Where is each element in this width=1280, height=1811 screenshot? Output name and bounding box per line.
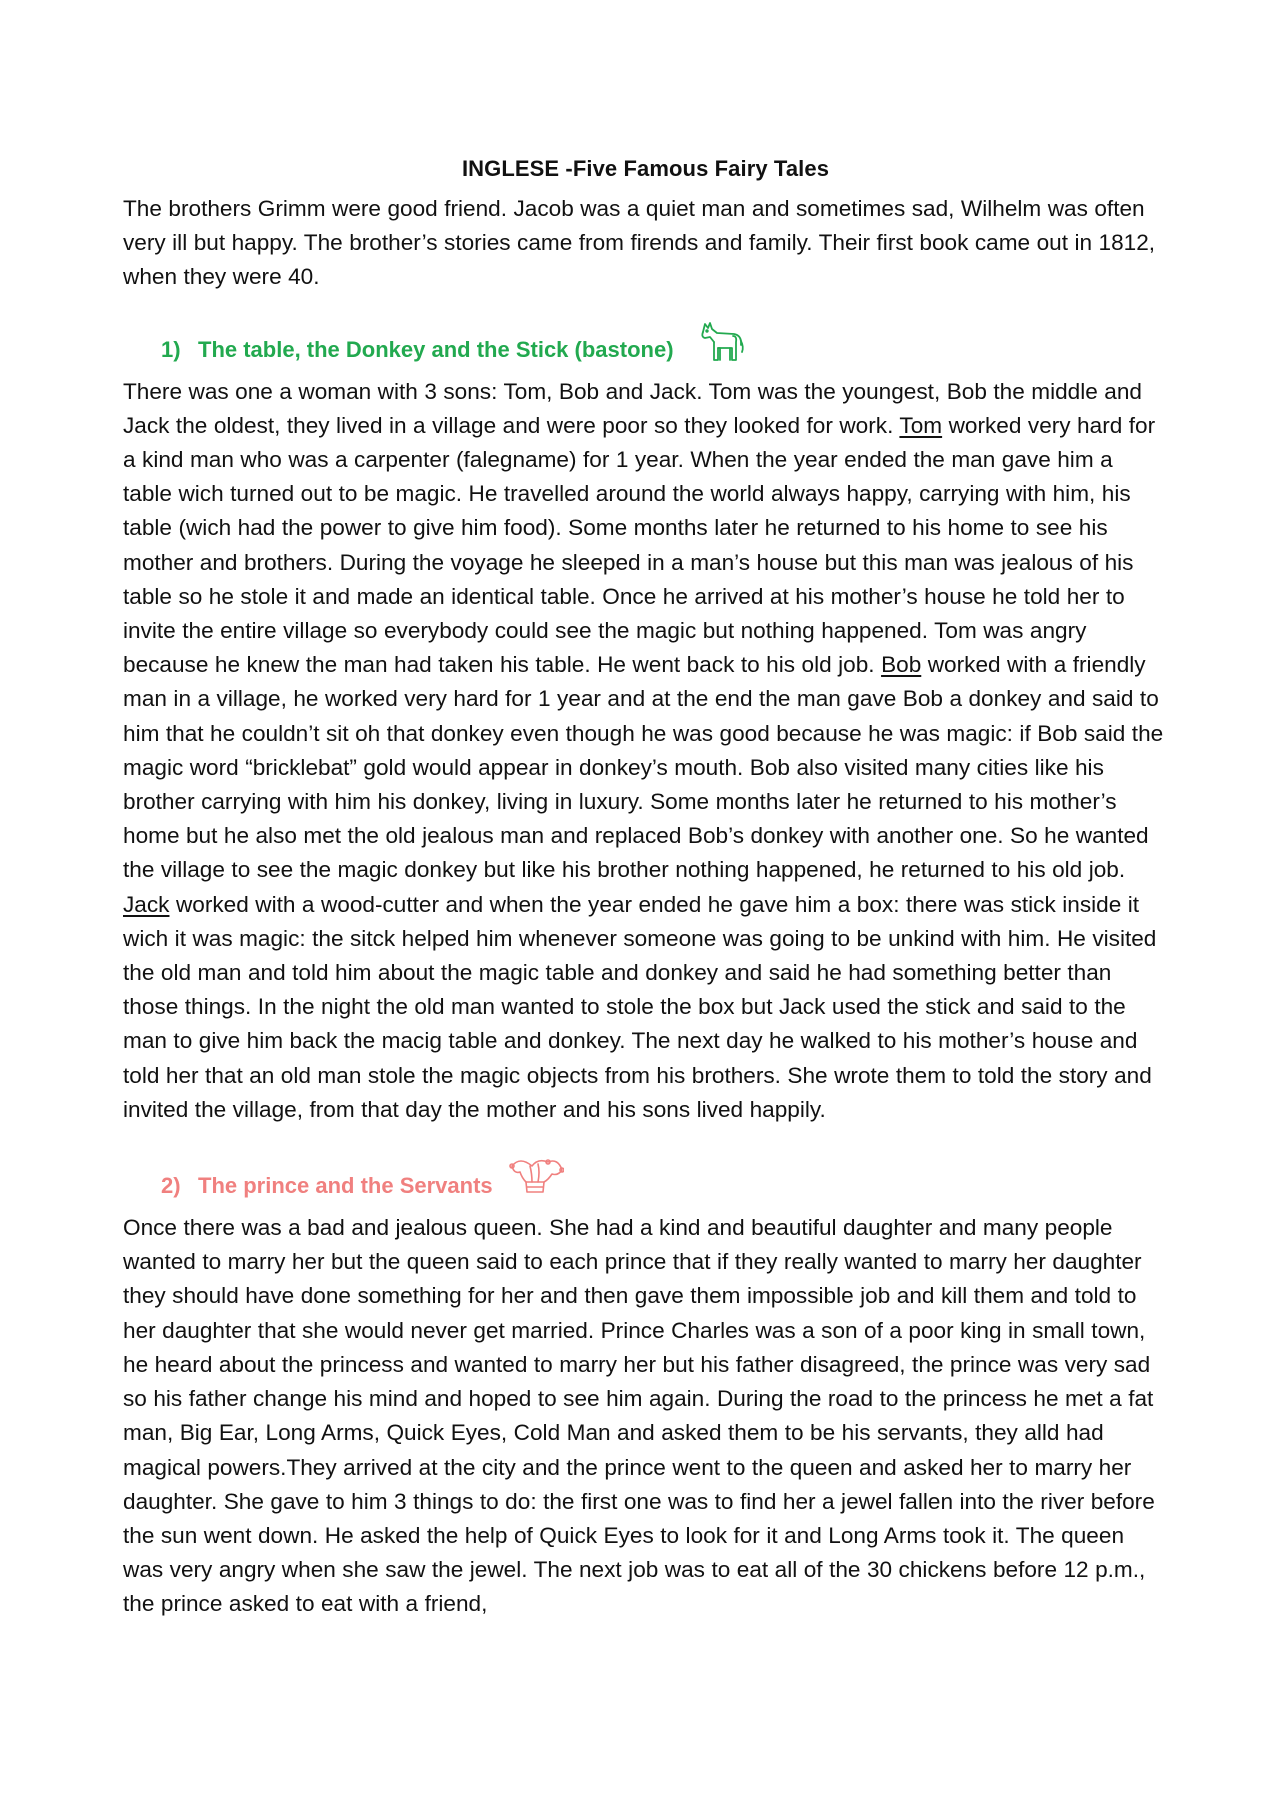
section-1-text-c: worked with a friendly man in a village, he worked very hard for 1 year and at the end the man gave Bob a donkey and said to him that he couldn’t sit oh that donkey even though he was good because he was magic: if Bob said the magic word “bricklebat” gold would appear in donkey’s mouth. Bob also visited many cities like his brother carrying with him his donkey, living in luxury. Some months later he returned to his mother’s home but he also met the old jealous man and replaced Bob’s donkey with another one. So he wanted the village to see the magic donkey but like his brother nothing happened, he returned to his old job. (123, 652, 1164, 883)
donkey-icon (699, 320, 745, 374)
section-number-2: 2) (161, 1173, 181, 1199)
section-heading-2 (123, 1169, 1168, 1203)
section-title-2: The prince and the Servants (198, 1173, 493, 1199)
name-jack: Jack (123, 891, 170, 917)
section-number-1: 1) (161, 336, 181, 362)
section-heading-1 (123, 333, 1168, 367)
name-bob: Bob (881, 652, 922, 678)
section-1-body (123, 375, 1168, 1127)
intro-paragraph: The brothers Grimm were good friend. Jacob was a quiet man and sometimes sad, Wilhelm was often very ill but happy. The brother’s stories came from firends and family. Their first book came out in 1812, when they were 40. (123, 196, 1156, 290)
section-1-text-b: worked very hard for a kind man who was a carpenter (falegname) for 1 year. When the year ended the man gave him a table wich turned out to be magic. He travelled around the world always happy, carrying with him, his table (wich had the power to give him food). Some months later he returned to his home to see his mother and brothers. During the voyage he sleeped in a man’s house but this man was jealous of his table so he stole it and made an identical table. Once he arrived at his mother’s house he told her to invite the entire village so everybody could see the magic but nothing happened. Tom was angry because he knew the man had taken his table. He went back to his old job. (123, 412, 1156, 678)
section-title-1: The table, the Donkey and the Stick (bastone) (198, 336, 674, 362)
section-1-text-d: worked with a wood-cutter and when the year ended he gave him a box: there was stick inside it wich it was magic: the sitck helped him whenever someone was going to be unkind with him. He visited the old man and told him about the magic table and donkey and said he had something better than those things. In the night the old man wanted to stole the box but Jack used the stick and said to the man to give him back the macig table and donkey. The next day he walked to his mother’s house and told her that an old man stole the magic objects from his brothers. She wrote them to told the story and invited the village, from that day the mother and his sons lived happily. (123, 891, 1157, 1122)
section-2-body: Once there was a bad and jealous queen. She had a kind and beautiful daughter and many people wanted to marry her but the queen said to each prince that if they really wanted to marry her daughter they should have done something for her and then gave them impossible job and kill them and told to her daughter that she would never get married. Prince Charles was a son of a poor king in small town, he heard about the princess and wanted to marry her but his father disagreed, the prince was very sad so his father change his mind and hoped to see him again. During the road to the princess he met a fat man, Big Ear, Long Arms, Quick Eyes, Cold Man and asked them to be his servants, they alld had magical powers.They arrived at the city and the prince went to the queen and asked her to marry her daughter. She gave to him 3 things to do: the first one was to find her a jewel fallen into the river before the sun went down. He asked the help of Quick Eyes to look for it and Long Arms took it. The queen was very angry when she saw the jewel. The next job was to eat all of the 30 chickens before 12 p.m., the prince asked to eat with a friend, (123, 1215, 1155, 1617)
name-tom: Tom (899, 412, 943, 438)
section-1-text-a: There was one a woman with 3 sons: Tom, Bob and Jack. Tom was the youngest, Bob the middle and Jack the oldest, they lived in a village and were poor so they looked for work. (123, 378, 1142, 438)
document-content (123, 152, 1168, 1622)
document-title: INGLESE -Five Famous Fairy Tales (461, 156, 830, 181)
jester-hat-icon (508, 1154, 564, 1208)
